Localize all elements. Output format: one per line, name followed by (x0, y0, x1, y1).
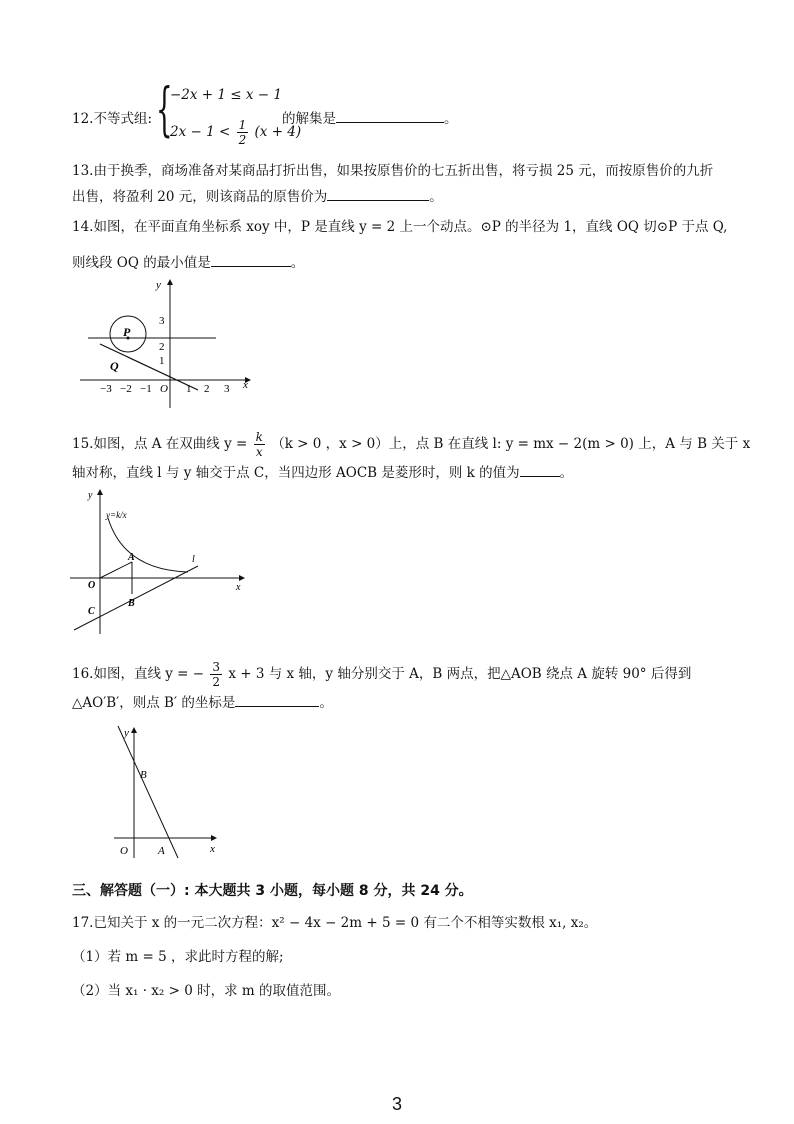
q15-line-l (74, 566, 198, 630)
q15-figure (66, 484, 256, 640)
q14-answer-blank[interactable] (211, 266, 291, 267)
q15-hyperbola (108, 518, 188, 572)
q15-label-l: l (192, 554, 195, 565)
q16-line2: △AO′B′，则点 B′ 的坐标是 。 (72, 695, 333, 711)
q14-x-neg3: −3 (100, 383, 112, 395)
q14-tick-1: 1 (159, 355, 165, 367)
q12-fraction: $\frac{1}{2}$ (238, 118, 247, 147)
q16-answer-blank[interactable] (235, 706, 319, 707)
q15-fraction: $\frac{k}{x}$ (255, 430, 263, 459)
q14-tick-2: 2 (159, 341, 165, 353)
q12-inequality-1: −2x + 1 ≤ x − 1 (170, 87, 282, 103)
q12-ineq2-right: (x + 4) (254, 124, 302, 140)
q14-x-label: x (243, 379, 248, 391)
q16-label-a: A (158, 845, 165, 857)
q13-line1: 13.由于换季，商场准备对某商品打折出售，如果按原售价的七五折出售，将亏损 25 元，而按原售价的九折 (72, 163, 714, 179)
q16-label-b: B (140, 769, 147, 781)
q15-y-label: y (88, 490, 93, 501)
q14-tick-3: 3 (159, 315, 165, 327)
q15-line1: 15.如图，点 A 在双曲线 y = $\frac{k}{x}$ （k > 0 ，x > 0）上，点 B 在直线 l: y = mx − 2(m > 0) 上，A 与 B 关于 x (72, 430, 751, 459)
q17-part2: （2）当 x₁ · x₂ > 0 时，求 m 的取值范围。 (72, 983, 340, 999)
q16-line1: 16.如图，直线 y = − $\frac{3}{2}$ x + 3 与 x 轴，y 轴分别交于 A，B 两点，把△AOB 绕点 A 旋转 90° 后得到 (72, 660, 692, 689)
q16-figure (104, 722, 224, 862)
system-brace: { (156, 75, 173, 143)
q15-label-b: B (128, 598, 135, 609)
q16-fraction: $\frac{3}{2}$ (212, 660, 221, 689)
q15-curve-label: y=k/x (106, 510, 127, 520)
q15-label-a: A (128, 552, 135, 563)
q14-line1: 14.如图，在平面直角坐标系 xoy 中，P 是直线 y = 2 上一个动点。⊙P 的半径为 1，直线 OQ 切⊙P 于点 Q, (72, 219, 728, 235)
q14-figure (70, 272, 270, 414)
q14-y-label: y (156, 279, 161, 291)
q14-label-p: P (123, 325, 131, 339)
section-3-heading: 三、解答题（一）: 本大题共 3 小题，每小题 8 分，共 24 分。 (72, 883, 473, 899)
q14-x-2: 2 (204, 383, 210, 395)
q16-y-label: y (124, 727, 129, 739)
q14-x-3: 3 (224, 383, 230, 395)
q15-line2: 轴对称，直线 l 与 y 轴交于点 C，当四边形 AOCB 是菱形时，则 k 的值为 。 (72, 465, 574, 481)
q14-x-1: 1 (186, 383, 192, 395)
q14-label-o: O (160, 383, 168, 395)
q16-label-o: O (120, 845, 128, 857)
q15-side-oa (100, 562, 132, 578)
q12-suffix: 的解集是 。 (282, 111, 458, 127)
q12-prefix: 12.不等式组: (72, 111, 153, 127)
q14-x-neg1: −1 (140, 383, 152, 395)
q16-x-label: x (210, 843, 215, 855)
q15-label-c: C (88, 606, 95, 617)
page-number: 3 (392, 1094, 403, 1114)
q15-answer-blank[interactable] (520, 476, 560, 477)
q12-answer-blank[interactable] (336, 122, 444, 123)
q15-label-o: O (88, 580, 96, 591)
q13-answer-blank[interactable] (327, 200, 429, 201)
q13-line2: 出售，将盈利 20 元，则该商品的原售价为 。 (72, 189, 443, 205)
q17-stem: 17.已知关于 x 的一元二次方程：x² − 4x − 2m + 5 = 0 有二个不相等实数根 x₁, x₂。 (72, 915, 598, 931)
q14-label-q: Q (110, 359, 119, 373)
q14-x-neg2: −2 (120, 383, 132, 395)
q14-line2: 则线段 OQ 的最小值是 。 (72, 255, 305, 271)
q17-part1: （1）若 m = 5 ，求此时方程的解; (72, 949, 284, 965)
q15-x-label: x (236, 582, 241, 593)
q12-ineq2-left: 2x − 1 < (170, 124, 231, 140)
